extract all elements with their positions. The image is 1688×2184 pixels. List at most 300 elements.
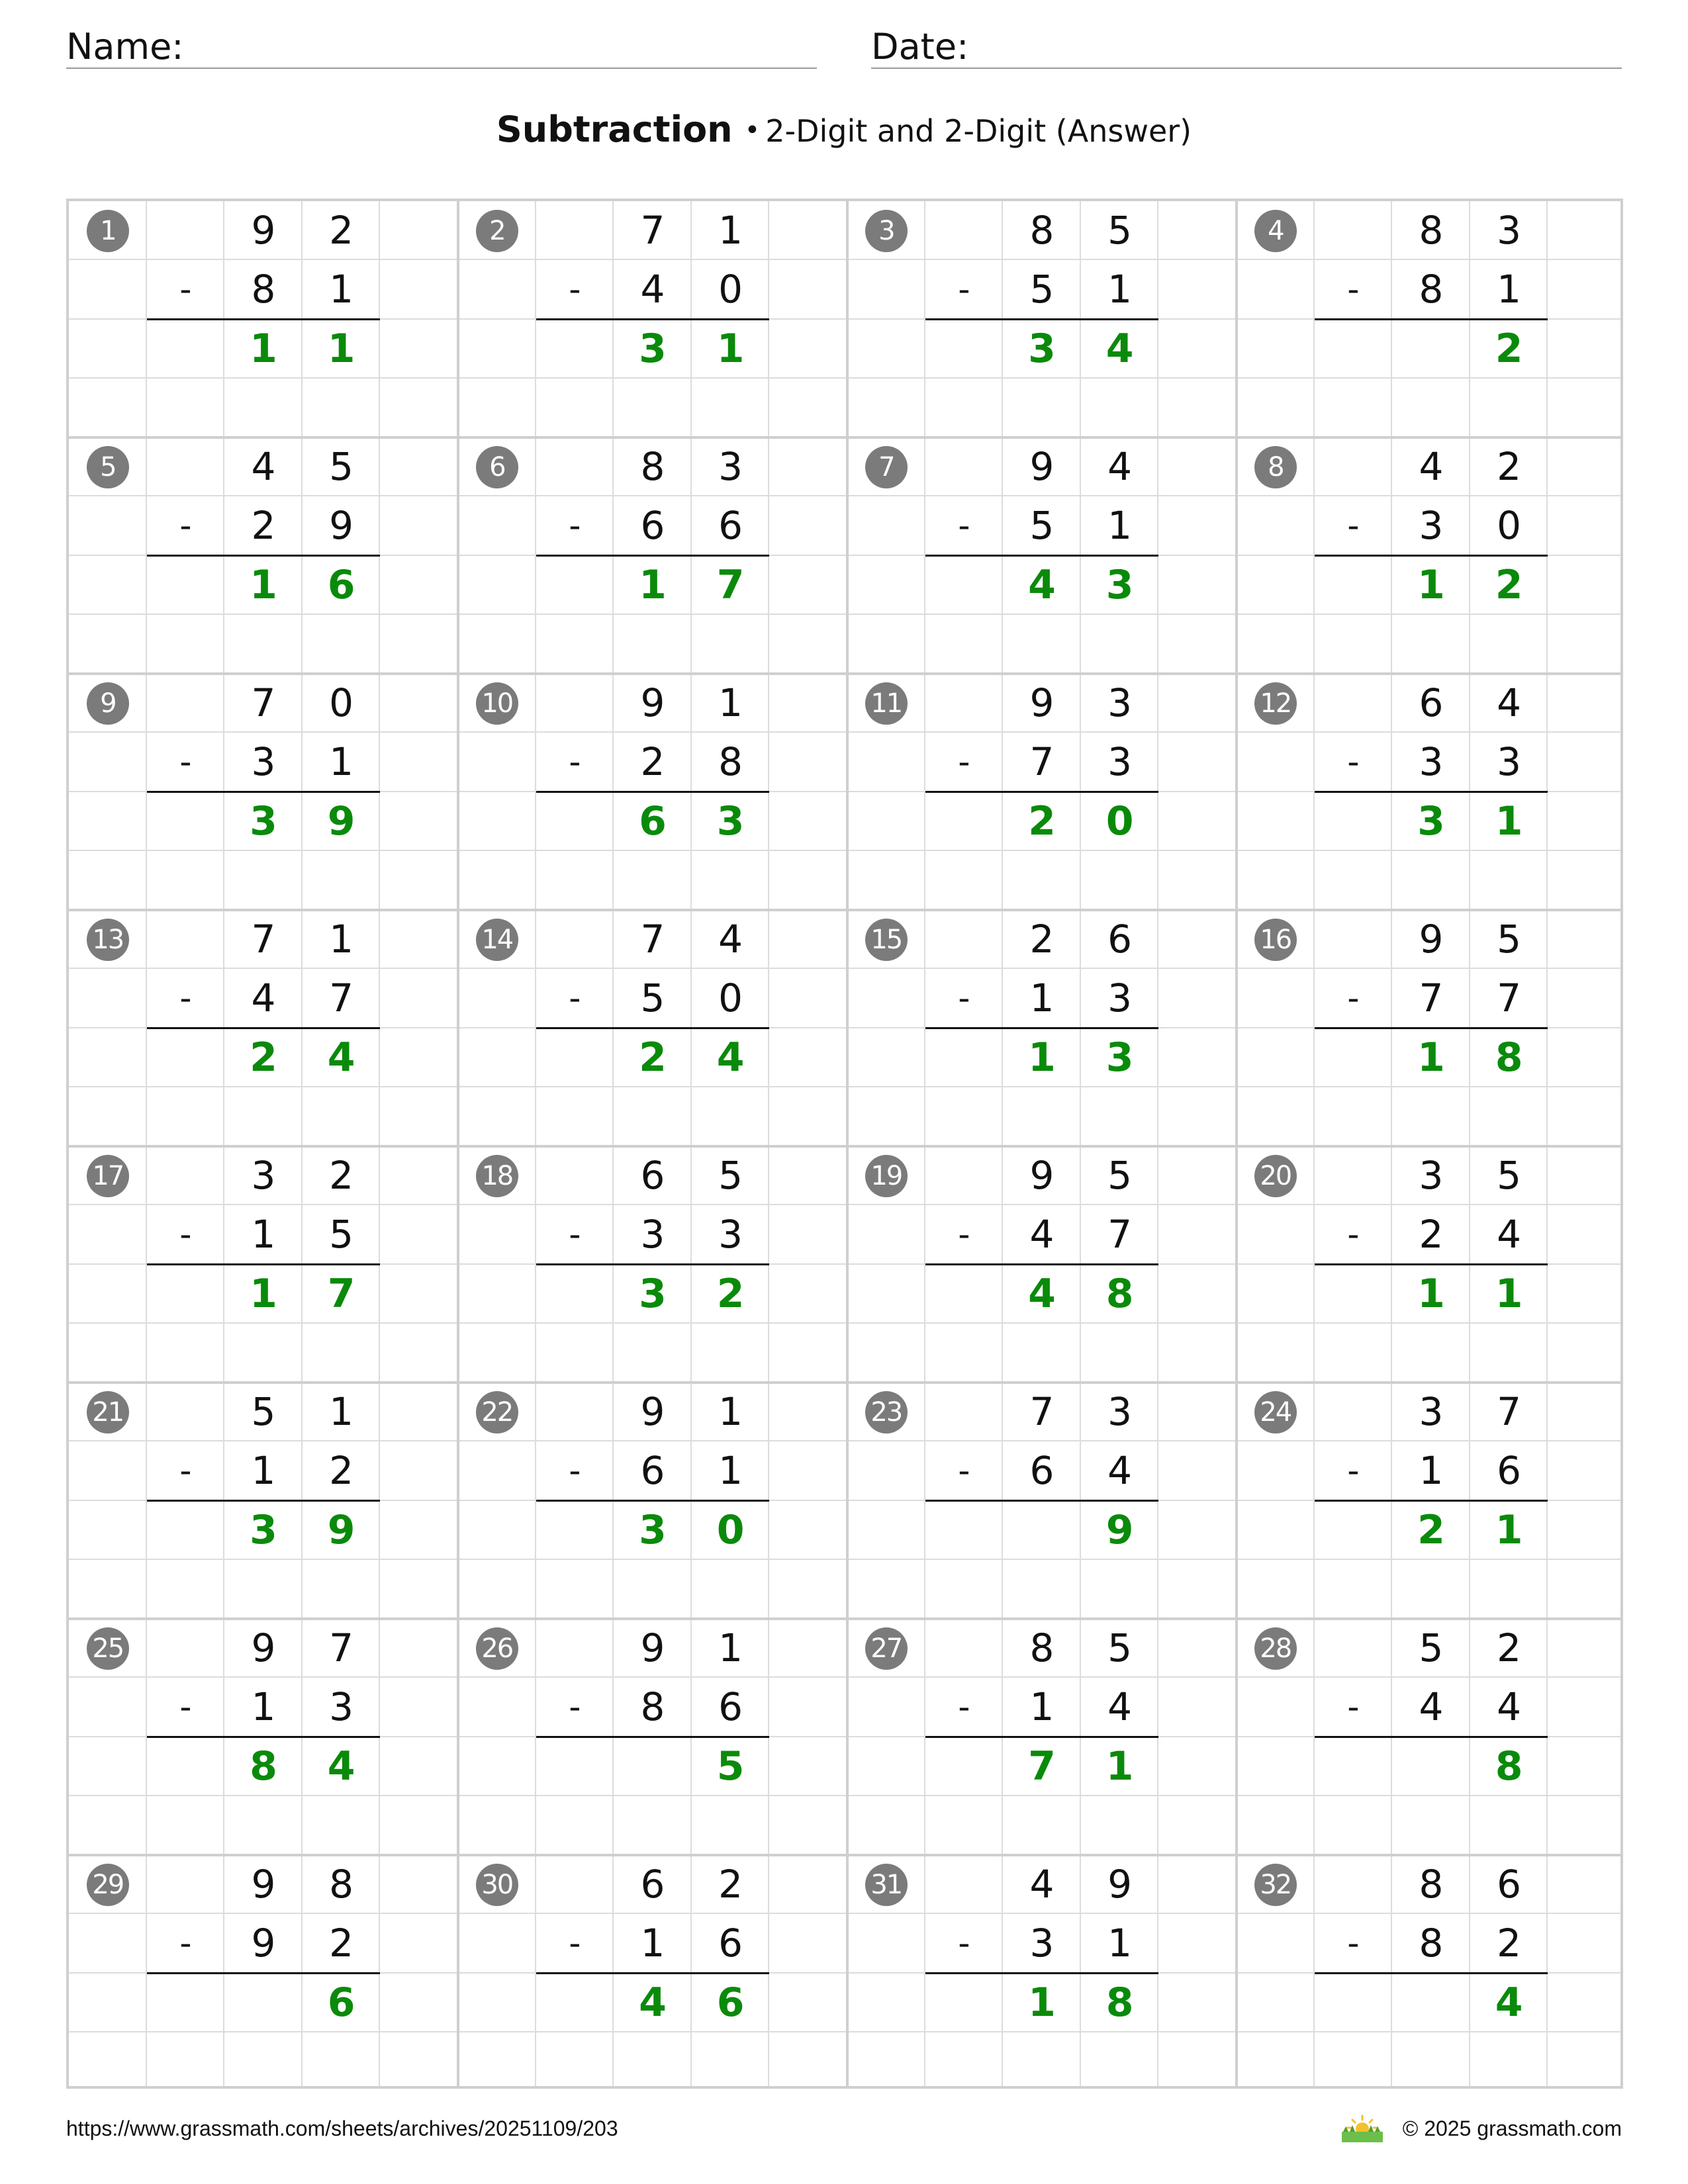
grid-cell bbox=[1392, 1974, 1470, 2032]
grid-cell bbox=[1315, 1265, 1393, 1324]
grid-cell bbox=[1470, 1560, 1548, 1619]
grid-cell bbox=[1237, 1737, 1315, 1796]
grid-cell bbox=[147, 320, 225, 379]
answer-digit: 2 bbox=[639, 1034, 667, 1081]
minuend-digit: 4 bbox=[1497, 680, 1522, 725]
grid-cell bbox=[1548, 851, 1623, 910]
grid-cell bbox=[1548, 1324, 1623, 1383]
answer-digit: 4 bbox=[1028, 561, 1056, 608]
grid-cell bbox=[1548, 1678, 1623, 1737]
minus-sign: - bbox=[569, 1215, 581, 1254]
grid-cell bbox=[769, 1737, 847, 1796]
subtrahend-digit: 8 bbox=[251, 267, 276, 312]
grid-cell bbox=[1470, 1087, 1548, 1146]
grid-cell bbox=[1158, 1383, 1237, 1441]
grid-cell bbox=[1315, 1324, 1393, 1383]
name-label: Name: bbox=[66, 26, 184, 68]
minuend-digit: 3 bbox=[1419, 1153, 1444, 1198]
grid-cell bbox=[380, 733, 458, 792]
grid-cell bbox=[1392, 2032, 1470, 2089]
answer-digit: 6 bbox=[327, 1979, 355, 2026]
minuend-digit: 9 bbox=[640, 1625, 665, 1670]
minus-sign: - bbox=[569, 506, 581, 545]
grid-cell bbox=[224, 1560, 303, 1619]
subtrahend-digit: 5 bbox=[640, 976, 665, 1021]
answer-digit: 0 bbox=[716, 1506, 745, 1553]
grid-cell bbox=[1158, 1441, 1237, 1500]
grid-cell bbox=[380, 1324, 458, 1383]
grid-cell bbox=[1158, 910, 1237, 969]
grid-cell bbox=[1548, 1146, 1623, 1205]
grid-cell bbox=[1158, 615, 1237, 674]
minuend-digit: 9 bbox=[1029, 1153, 1055, 1198]
grid-cell bbox=[458, 615, 536, 674]
minuend-digit: 1 bbox=[718, 208, 743, 253]
grid-cell bbox=[69, 1087, 147, 1146]
grid-cell bbox=[1315, 1501, 1393, 1560]
grid-cell bbox=[769, 1146, 847, 1205]
grid-cell bbox=[536, 1619, 614, 1678]
grid-cell bbox=[1081, 615, 1159, 674]
grid-cell bbox=[1548, 556, 1623, 615]
grid-cell bbox=[458, 1914, 536, 1973]
grid-cell bbox=[458, 1205, 536, 1264]
title-subtitle: 2-Digit and 2-Digit (Answer) bbox=[765, 113, 1192, 149]
grid-cell bbox=[458, 2032, 536, 2089]
footer-copyright: © 2025 grassmath.com bbox=[1402, 2116, 1622, 2140]
grid-cell bbox=[1158, 1974, 1237, 2032]
grid-cell bbox=[458, 733, 536, 792]
minuend-digit: 3 bbox=[251, 1153, 276, 1198]
grid-cell bbox=[147, 1855, 225, 1914]
grid-cell bbox=[925, 556, 1004, 615]
answer-digit: 4 bbox=[1495, 1979, 1523, 2026]
grid-cell bbox=[380, 1265, 458, 1324]
grid-cell bbox=[1237, 1324, 1315, 1383]
minuend-digit: 9 bbox=[251, 1862, 276, 1907]
grid-cell bbox=[847, 1324, 925, 1383]
answer-digit: 3 bbox=[639, 325, 667, 372]
grid-cell bbox=[847, 496, 925, 555]
minuend-digit: 8 bbox=[329, 1862, 354, 1907]
problem-number-badge: 19 bbox=[865, 1155, 908, 1197]
grid-cell bbox=[1237, 496, 1315, 555]
grid-cell bbox=[1237, 1028, 1315, 1087]
problem-number-badge: 32 bbox=[1254, 1864, 1297, 1906]
grid-cell bbox=[1470, 379, 1548, 437]
subtrahend-digit: 4 bbox=[640, 267, 665, 312]
minuend-digit: 5 bbox=[1419, 1625, 1444, 1670]
minus-sign: - bbox=[958, 506, 970, 545]
grid-cell bbox=[1315, 1737, 1393, 1796]
grid-cell bbox=[147, 2032, 225, 2089]
grid-cell bbox=[224, 851, 303, 910]
minuend-digit: 1 bbox=[718, 1389, 743, 1434]
grid-cell bbox=[614, 851, 692, 910]
grid-cell bbox=[1392, 379, 1470, 437]
grid-cell bbox=[69, 1324, 147, 1383]
answer-digit: 2 bbox=[716, 1270, 745, 1317]
grid-cell bbox=[380, 1974, 458, 2032]
subtrahend-digit: 9 bbox=[251, 1921, 276, 1966]
grid-cell bbox=[769, 320, 847, 379]
minus-sign: - bbox=[179, 979, 192, 1018]
subtrahend-digit: 6 bbox=[718, 1921, 743, 1966]
grid-cell bbox=[925, 851, 1004, 910]
grid-cell bbox=[536, 1501, 614, 1560]
grid-cell bbox=[925, 1265, 1004, 1324]
grid-cell bbox=[925, 1619, 1004, 1678]
grid-cell bbox=[380, 969, 458, 1028]
grid-cell bbox=[925, 201, 1004, 260]
grid-cell bbox=[847, 1914, 925, 1973]
subtrahend-digit: 0 bbox=[1497, 503, 1522, 549]
grid-cell bbox=[1548, 1028, 1623, 1087]
grid-cell bbox=[380, 674, 458, 733]
grid-cell bbox=[536, 792, 614, 851]
subtrahend-digit: 6 bbox=[718, 503, 743, 549]
grid-cell bbox=[69, 260, 147, 319]
grid-cell bbox=[458, 969, 536, 1028]
minuend-digit: 3 bbox=[1107, 1389, 1133, 1434]
minuend-digit: 4 bbox=[718, 917, 743, 962]
grid-cell bbox=[1158, 2032, 1237, 2089]
grid-cell bbox=[1548, 1737, 1623, 1796]
problem-number-badge: 28 bbox=[1254, 1627, 1297, 1670]
grid-cell bbox=[69, 1737, 147, 1796]
date-field[interactable] bbox=[871, 24, 1622, 69]
answer-digit: 2 bbox=[1417, 1506, 1445, 1553]
grid-cell bbox=[380, 1087, 458, 1146]
minuend-digit: 8 bbox=[640, 444, 665, 489]
subtrahend-digit: 3 bbox=[1497, 739, 1522, 785]
grid-cell bbox=[847, 615, 925, 674]
problem-number-badge: 23 bbox=[865, 1391, 908, 1433]
grid-cell bbox=[1548, 615, 1623, 674]
grid-cell bbox=[536, 1087, 614, 1146]
answer-digit: 5 bbox=[716, 1743, 745, 1790]
grid-cell bbox=[536, 201, 614, 260]
minuend-digit: 9 bbox=[1029, 680, 1055, 725]
grid-cell bbox=[536, 556, 614, 615]
grid-cell bbox=[1158, 851, 1237, 910]
grid-cell bbox=[1158, 674, 1237, 733]
grid-cell bbox=[69, 1028, 147, 1087]
minus-sign: - bbox=[179, 1451, 192, 1490]
minus-sign: - bbox=[1347, 506, 1360, 545]
minus-sign: - bbox=[1347, 743, 1360, 782]
answer-digit: 1 bbox=[1417, 561, 1445, 608]
grid-cell bbox=[1548, 792, 1623, 851]
grid-cell bbox=[380, 1855, 458, 1914]
grid-cell bbox=[224, 379, 303, 437]
grid-cell bbox=[1315, 379, 1393, 437]
subtrahend-digit: 1 bbox=[1497, 267, 1522, 312]
grid-cell bbox=[925, 615, 1004, 674]
grid-cell bbox=[536, 910, 614, 969]
minuend-digit: 6 bbox=[1497, 1862, 1522, 1907]
grid-cell bbox=[692, 1796, 770, 1855]
grid-cell bbox=[69, 851, 147, 910]
grid-cell bbox=[303, 1087, 381, 1146]
grid-cell bbox=[1548, 1383, 1623, 1441]
grid-cell bbox=[925, 1087, 1004, 1146]
grid-cell bbox=[847, 379, 925, 437]
grid-cell bbox=[380, 1205, 458, 1264]
grid-cell bbox=[303, 1796, 381, 1855]
grid-cell bbox=[69, 615, 147, 674]
grid-cell bbox=[69, 496, 147, 555]
grid-cell bbox=[1158, 379, 1237, 437]
grid-cell bbox=[1158, 1265, 1237, 1324]
grid-cell bbox=[380, 1737, 458, 1796]
minuend-digit: 3 bbox=[1419, 1389, 1444, 1434]
grid-cell bbox=[769, 437, 847, 496]
grid-cell bbox=[380, 1501, 458, 1560]
grid-cell bbox=[69, 320, 147, 379]
grid-cell bbox=[380, 260, 458, 319]
grid-cell bbox=[769, 1205, 847, 1264]
subtrahend-digit: 4 bbox=[1107, 1448, 1133, 1494]
grid-cell bbox=[692, 379, 770, 437]
grid-cell bbox=[536, 2032, 614, 2089]
grid-cell bbox=[536, 1383, 614, 1441]
subtrahend-digit: 0 bbox=[718, 976, 743, 1021]
grid-cell bbox=[925, 1028, 1004, 1087]
subtrahend-digit: 1 bbox=[640, 1921, 665, 1966]
grid-cell bbox=[925, 2032, 1004, 2089]
answer-digit: 3 bbox=[639, 1270, 667, 1317]
grid-cell bbox=[380, 851, 458, 910]
minus-sign: - bbox=[179, 1924, 192, 1963]
answer-digit: 4 bbox=[1105, 325, 1134, 372]
subtrahend-digit: 3 bbox=[640, 1212, 665, 1257]
grid-cell bbox=[1470, 1324, 1548, 1383]
minuend-digit: 1 bbox=[718, 1625, 743, 1670]
grid-cell bbox=[1003, 1560, 1081, 1619]
minuend-digit: 8 bbox=[1419, 208, 1444, 253]
grid-cell bbox=[380, 496, 458, 555]
minus-sign: - bbox=[179, 270, 192, 309]
minus-sign: - bbox=[179, 743, 192, 782]
problem-number-badge: 26 bbox=[476, 1627, 518, 1670]
grid-cell bbox=[303, 1324, 381, 1383]
minus-sign: - bbox=[179, 506, 192, 545]
grid-cell bbox=[1315, 2032, 1393, 2089]
minus-sign: - bbox=[958, 743, 970, 782]
problem-number-badge: 11 bbox=[865, 682, 908, 725]
problem-number-badge: 3 bbox=[865, 210, 908, 252]
grid-cell bbox=[536, 1796, 614, 1855]
grid-cell bbox=[1237, 1974, 1315, 2032]
minuend-digit: 8 bbox=[1419, 1862, 1444, 1907]
subtrahend-digit: 7 bbox=[1419, 976, 1444, 1021]
grid-cell bbox=[1003, 2032, 1081, 2089]
answer-digit: 8 bbox=[1495, 1743, 1523, 1790]
grid-cell bbox=[847, 320, 925, 379]
grid-cell bbox=[692, 851, 770, 910]
grid-cell bbox=[1392, 1324, 1470, 1383]
grid-cell bbox=[847, 969, 925, 1028]
grid-cell bbox=[1158, 1678, 1237, 1737]
minuend-digit: 5 bbox=[329, 444, 354, 489]
footer-brand bbox=[1339, 2115, 1622, 2142]
grid-cell bbox=[1158, 1737, 1237, 1796]
minuend-digit: 2 bbox=[329, 1153, 354, 1198]
grid-cell bbox=[1315, 1855, 1393, 1914]
grid-cell bbox=[847, 1501, 925, 1560]
grid-cell bbox=[847, 1796, 925, 1855]
grid-cell bbox=[536, 1146, 614, 1205]
answer-digit: 4 bbox=[1028, 1270, 1056, 1317]
grid-cell bbox=[458, 1737, 536, 1796]
grid-cell bbox=[769, 1560, 847, 1619]
grid-cell bbox=[847, 792, 925, 851]
grid-cell bbox=[1237, 733, 1315, 792]
grid-cell bbox=[769, 1441, 847, 1500]
grid-cell bbox=[925, 1324, 1004, 1383]
grid-cell bbox=[1158, 1146, 1237, 1205]
grid-cell bbox=[1548, 1265, 1623, 1324]
grid-cell bbox=[1158, 320, 1237, 379]
grid-cell bbox=[380, 1383, 458, 1441]
grid-cell bbox=[1548, 733, 1623, 792]
grid-cell bbox=[692, 2032, 770, 2089]
grid-cell bbox=[1548, 674, 1623, 733]
answer-digit: 8 bbox=[1105, 1979, 1134, 2026]
grid-cell bbox=[1158, 260, 1237, 319]
answer-digit: 1 bbox=[1028, 1034, 1056, 1081]
subtrahend-digit: 1 bbox=[329, 739, 354, 785]
answer-digit: 1 bbox=[327, 325, 355, 372]
subtrahend-digit: 8 bbox=[640, 1684, 665, 1730]
answer-digit: 6 bbox=[639, 797, 667, 844]
grid-cell bbox=[1158, 496, 1237, 555]
grid-cell bbox=[69, 1205, 147, 1264]
grid-cell bbox=[147, 1383, 225, 1441]
grid-cell bbox=[925, 1796, 1004, 1855]
grid-cell bbox=[1548, 1974, 1623, 2032]
minuend-digit: 2 bbox=[718, 1862, 743, 1907]
grid-cell bbox=[458, 1087, 536, 1146]
subtrahend-digit: 1 bbox=[1419, 1448, 1444, 1494]
minus-sign: - bbox=[1347, 979, 1360, 1018]
answer-digit: 1 bbox=[250, 325, 277, 372]
subtrahend-digit: 2 bbox=[640, 739, 665, 785]
minus-sign: - bbox=[569, 1688, 581, 1727]
minus-sign: - bbox=[1347, 270, 1360, 309]
minus-sign: - bbox=[1347, 1215, 1360, 1254]
grid-cell bbox=[769, 260, 847, 319]
grid-cell bbox=[536, 1324, 614, 1383]
answer-digit: 9 bbox=[327, 1506, 355, 1553]
minuend-digit: 8 bbox=[1029, 208, 1055, 253]
grid-cell bbox=[147, 1501, 225, 1560]
answer-digit: 4 bbox=[716, 1034, 745, 1081]
subtrahend-digit: 3 bbox=[1107, 976, 1133, 1021]
grid-cell bbox=[925, 910, 1004, 969]
grid-cell bbox=[458, 1028, 536, 1087]
grid-cell bbox=[614, 2032, 692, 2089]
grid-cell bbox=[1315, 1383, 1393, 1441]
subtrahend-digit: 1 bbox=[718, 1448, 743, 1494]
subtrahend-digit: 0 bbox=[718, 267, 743, 312]
grid-cell bbox=[1548, 1560, 1623, 1619]
grid-cell bbox=[1315, 201, 1393, 260]
answer-digit: 8 bbox=[1495, 1034, 1523, 1081]
subtrahend-digit: 1 bbox=[251, 1448, 276, 1494]
grid-cell bbox=[925, 379, 1004, 437]
grid-cell bbox=[224, 2032, 303, 2089]
grid-cell bbox=[925, 1974, 1004, 2032]
grid-cell bbox=[614, 1560, 692, 1619]
grid-cell bbox=[1237, 2032, 1315, 2089]
minus-sign: - bbox=[958, 979, 970, 1018]
subtrahend-digit: 6 bbox=[1497, 1448, 1522, 1494]
grid-cell bbox=[69, 792, 147, 851]
grid-cell bbox=[1315, 320, 1393, 379]
grid-cell bbox=[380, 201, 458, 260]
problem-number-badge: 6 bbox=[476, 446, 518, 488]
grid-cell bbox=[380, 1560, 458, 1619]
subtrahend-digit: 3 bbox=[251, 739, 276, 785]
grid-cell bbox=[69, 1796, 147, 1855]
minuend-digit: 3 bbox=[718, 444, 743, 489]
grid-cell bbox=[769, 1914, 847, 1973]
grid-cell bbox=[1003, 1501, 1081, 1560]
grid-cell bbox=[769, 1796, 847, 1855]
answer-digit: 8 bbox=[1105, 1270, 1134, 1317]
minus-sign: - bbox=[179, 1688, 192, 1727]
answer-digit: 0 bbox=[1105, 797, 1134, 844]
answer-digit: 6 bbox=[327, 561, 355, 608]
problem-number-badge: 30 bbox=[476, 1864, 518, 1906]
title-bullet: • bbox=[744, 115, 761, 146]
minus-sign: - bbox=[958, 1688, 970, 1727]
grid-cell bbox=[1081, 1796, 1159, 1855]
grid-cell bbox=[1237, 260, 1315, 319]
grid-cell bbox=[1158, 969, 1237, 1028]
grid-cell bbox=[536, 320, 614, 379]
name-field[interactable] bbox=[66, 24, 817, 69]
subtrahend-digit: 7 bbox=[329, 976, 354, 1021]
grid-cell bbox=[380, 1619, 458, 1678]
grid-cell bbox=[380, 615, 458, 674]
grid-cell bbox=[1237, 1501, 1315, 1560]
minus-sign: - bbox=[179, 1215, 192, 1254]
grid-cell bbox=[536, 379, 614, 437]
subtrahend-digit: 3 bbox=[329, 1684, 354, 1730]
minuend-digit: 4 bbox=[1419, 444, 1444, 489]
grid-cell bbox=[614, 1737, 692, 1796]
subtrahend-digit: 1 bbox=[251, 1212, 276, 1257]
grid-cell bbox=[925, 1146, 1004, 1205]
answer-digit: 7 bbox=[1028, 1743, 1056, 1790]
subtrahend-digit: 6 bbox=[640, 1448, 665, 1494]
answer-digit: 4 bbox=[639, 1979, 667, 2026]
grid-cell bbox=[1392, 615, 1470, 674]
minus-sign: - bbox=[958, 270, 970, 309]
grid-cell bbox=[614, 1324, 692, 1383]
grid-cell bbox=[303, 379, 381, 437]
subtrahend-digit: 4 bbox=[1107, 1684, 1133, 1730]
grid-cell bbox=[536, 674, 614, 733]
minus-sign: - bbox=[569, 743, 581, 782]
minuend-digit: 9 bbox=[251, 208, 276, 253]
answer-digit: 3 bbox=[250, 797, 277, 844]
problem-number-badge: 29 bbox=[87, 1864, 129, 1906]
grid-cell bbox=[69, 1501, 147, 1560]
